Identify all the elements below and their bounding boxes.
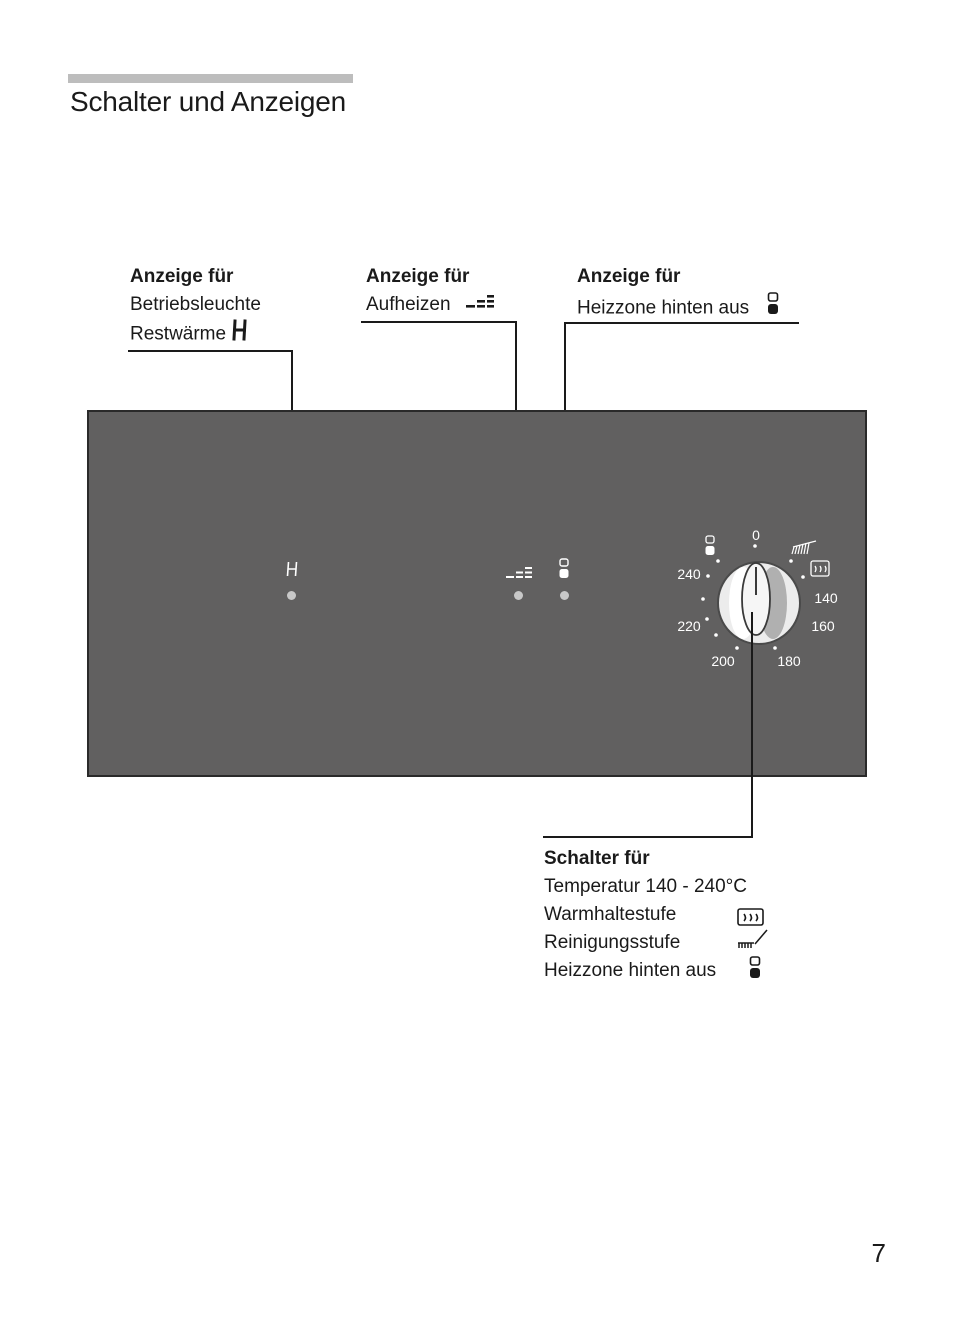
label-head: Anzeige für xyxy=(130,266,234,287)
residual-heat-H-icon xyxy=(285,560,299,583)
residual-heat-H-icon xyxy=(231,319,249,350)
leader-line xyxy=(361,321,517,323)
scale-label-140: 140 xyxy=(814,590,838,606)
scale-label-240: 240 xyxy=(677,566,701,582)
cleaning-icon xyxy=(736,927,770,954)
scale-label-200: 200 xyxy=(711,653,735,669)
label-line: Temperatur 140 - 240°C xyxy=(544,876,747,897)
page-number: 7 xyxy=(871,1238,886,1268)
label-heating-indicator xyxy=(366,263,496,319)
rear-zone-indicator-lamp xyxy=(560,591,569,600)
scale-label-220: 220 xyxy=(677,618,701,634)
operating-indicator-lamp xyxy=(287,591,296,600)
label-line: Restwärme xyxy=(130,323,227,345)
knob-scale xyxy=(660,515,860,685)
rear-zone-off-icon xyxy=(558,557,570,586)
leader-line xyxy=(128,350,293,352)
label-line: Heizzone hinten aus xyxy=(544,960,717,981)
cleaning-icon xyxy=(792,541,816,554)
title-rule xyxy=(68,74,353,83)
label-line: Aufheizen xyxy=(366,294,451,316)
leader-line xyxy=(751,612,753,838)
heating-bars-icon xyxy=(464,291,496,319)
label-rear-zone-indicator xyxy=(577,263,780,326)
label-line: Warmhaltestufe xyxy=(544,904,677,925)
page-title: Schalter und Anzeigen xyxy=(70,86,347,117)
scale-label-160: 160 xyxy=(811,618,835,634)
label-switch xyxy=(544,845,747,985)
scale-off-label: 0 xyxy=(752,527,760,543)
label-head: Anzeige für xyxy=(577,266,681,287)
rear-zone-off-icon xyxy=(748,955,762,986)
label-operating-indicator xyxy=(130,263,261,350)
label-head: Anzeige für xyxy=(366,266,470,287)
label-head: Schalter für xyxy=(544,848,650,869)
label-line: Reinigungsstufe xyxy=(544,932,681,953)
temperature-knob[interactable] xyxy=(718,562,800,644)
keep-warm-icon xyxy=(811,561,829,576)
label-line: Heizzone hinten aus xyxy=(577,297,750,319)
heating-indicator-lamp xyxy=(514,591,523,600)
label-line: Betriebsleuchte xyxy=(130,294,261,315)
leader-line xyxy=(564,322,799,324)
leader-line xyxy=(543,836,753,838)
scale-label-180: 180 xyxy=(777,653,801,669)
rear-zone-off-icon xyxy=(706,536,715,555)
heating-bars-icon xyxy=(505,565,535,586)
rear-zone-off-icon xyxy=(766,291,780,326)
